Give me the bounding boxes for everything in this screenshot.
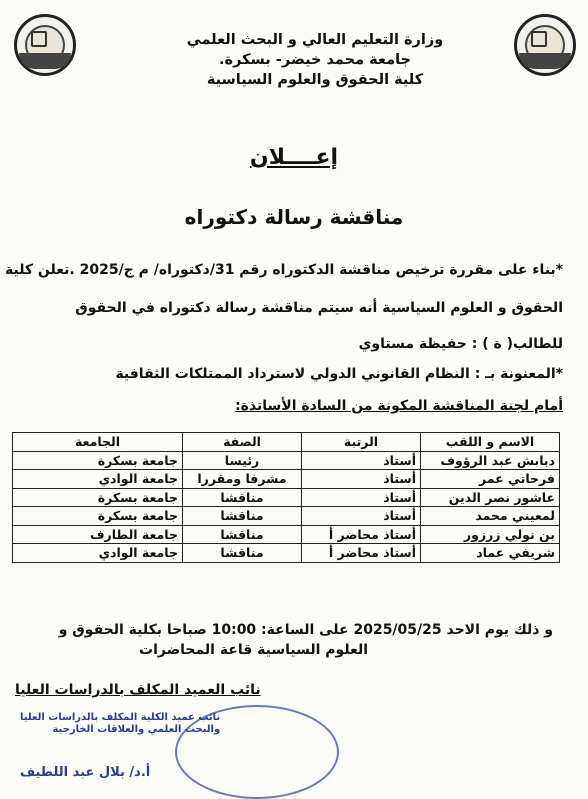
announcement-title: إعــــلان: [249, 145, 339, 170]
schedule-line-2: العلوم السياسية قاعة المحاضرات: [139, 642, 368, 658]
member-rank: أستاذ: [302, 507, 421, 526]
member-university: جامعة الوادي: [13, 544, 183, 563]
member-name: عاشور نصر الدين: [421, 488, 560, 507]
member-role: مناقشا: [183, 544, 302, 563]
table-row: [13, 525, 560, 544]
member-university: جامعة بسكرة: [13, 507, 183, 526]
member-name: دبابش عبد الرؤوف: [421, 451, 560, 470]
university-logo-left: [14, 14, 76, 76]
committee-intro: أمام لجنة المناقشة المكونة من السادة الأساتذة:: [235, 398, 563, 414]
student-line: للطالب( ة ) : حفيظة مستاوي: [358, 336, 563, 352]
body-line-1: *بناء على مقررة ترخيص مناقشة الدكتوراه رقم 31/دكتوراه/ م ج/2025 .تعلن كلية: [4, 262, 563, 278]
member-role: مناقشا: [183, 525, 302, 544]
stamp-line-2: والبحث العلمي والعلاقات الخارجية: [52, 724, 221, 735]
letterhead: [180, 30, 450, 90]
member-rank: أستاذ: [302, 488, 421, 507]
stamp-line-1: نائب عميد الكلية المكلف بالدراسات العليا: [20, 712, 221, 723]
member-rank: أستاذ محاضر أ: [302, 544, 421, 563]
table-row: [13, 544, 560, 563]
member-name: شريفي عماد: [421, 544, 560, 563]
subject-title: مناقشة رسالة دكتوراه: [184, 205, 404, 229]
header-name: الاسم و اللقب: [421, 433, 560, 452]
member-role: مشرفا ومقررا: [183, 470, 302, 489]
university-name: جامعة محمد خيضر- بسكرة.: [219, 52, 411, 68]
member-role: مناقشا: [183, 488, 302, 507]
table-row: [13, 507, 560, 526]
member-rank: أستاذ محاضر أ: [302, 525, 421, 544]
university-logo-right: [514, 14, 576, 76]
member-role: رئيسا: [183, 451, 302, 470]
faculty-name: كلية الحقوق والعلوم السياسية: [206, 72, 424, 88]
member-university: جامعة الطارف: [13, 525, 183, 544]
member-name: فرحاتي عمر: [421, 470, 560, 489]
member-rank: أستاذ: [302, 470, 421, 489]
header-rank: الرتبة: [302, 433, 421, 452]
member-rank: أستاذ: [302, 451, 421, 470]
member-name: لمعيني محمد: [421, 507, 560, 526]
committee-table: [12, 432, 560, 563]
thesis-title-line: *المعنونة بـ : النظام القانوني الدولي لاسترداد الممتلكات الثقافية: [115, 366, 563, 382]
table-header-row: [13, 433, 560, 452]
member-university: جامعة الوادي: [13, 470, 183, 489]
member-name: بن نولي زرزور: [421, 525, 560, 544]
table-row: [13, 488, 560, 507]
signatory-name: أ.د/ بلال عبد اللطيف: [20, 765, 151, 780]
body-line-2: الحقوق و العلوم السياسية أنه سيتم مناقشة رسالة دكتوراه في الحقوق: [75, 300, 563, 316]
header-role: الصفة: [183, 433, 302, 452]
ministry-name: وزارة التعليم العالي و البحث العلمي: [186, 32, 444, 48]
member-university: جامعة بسكرة: [13, 488, 183, 507]
schedule-line-1: و ذلك يوم الاحد 2025/05/25 على الساعة: 10:00 صباحا بكلية الحقوق و: [58, 622, 553, 638]
header-university: الجامعة: [13, 433, 183, 452]
stamp-text: [20, 712, 220, 736]
member-university: جامعة بسكرة: [13, 451, 183, 470]
table-row: [13, 451, 560, 470]
member-role: مناقشا: [183, 507, 302, 526]
signatory-title: نائب العميد المكلف بالدراسات العليا: [15, 682, 261, 698]
table-row: [13, 470, 560, 489]
